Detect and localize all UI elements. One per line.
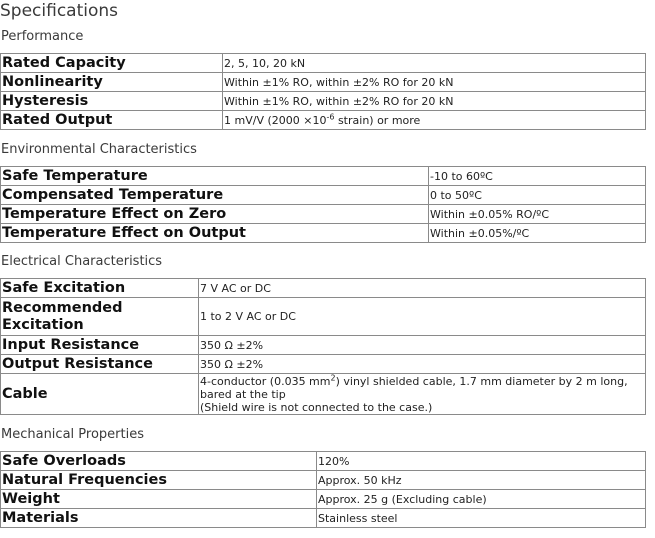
spec-label: Natural Frequencies [1, 471, 317, 490]
spec-label: Safe Temperature [1, 167, 429, 186]
table-row [1, 186, 646, 205]
section-heading-mechanical: Mechanical Properties [1, 427, 144, 442]
spec-value: Within ±1% RO, within ±2% RO for 20 kN [223, 92, 646, 111]
spec-label: Nonlinearity [1, 73, 223, 92]
spec-label: Rated Capacity [1, 54, 223, 73]
spec-value: Within ±0.05%/ºC [429, 224, 646, 243]
spec-value: 350 Ω ±2% [199, 336, 646, 355]
spec-label: Safe Excitation [1, 279, 199, 298]
spec-value: 4-conductor (0.035 $mm^2$) vinyl shielded cable, 1.7 mm diameter by 2 m long, bared at the tip (Shield wire is not connected to the case.) [199, 374, 646, 415]
performance-table [0, 53, 646, 130]
spec-value: 2, 5, 10, 20 kN [223, 54, 646, 73]
spec-value: 0 to 50ºC [429, 186, 646, 205]
mechanical-table [0, 451, 646, 528]
spec-label: Hysteresis [1, 92, 223, 111]
section-heading-performance: Performance [1, 29, 84, 44]
table-row [1, 298, 646, 336]
section-heading-electrical: Electrical Characteristics [1, 254, 163, 269]
table-row [1, 54, 646, 73]
table-row [1, 490, 646, 509]
spec-value: 7 V AC or DC [199, 279, 646, 298]
spec-label: Compensated Temperature [1, 186, 429, 205]
table-row [1, 73, 646, 92]
spec-value: 1 mV/V ($2000 \times 10^{-6}$ strain) or more [223, 111, 646, 130]
table-row [1, 374, 646, 415]
table-row [1, 509, 646, 528]
electrical-table [0, 278, 646, 415]
spec-value: -10 to 60ºC [429, 167, 646, 186]
table-row [1, 336, 646, 355]
spec-value: Stainless steel [317, 509, 646, 528]
table-row [1, 167, 646, 186]
spec-label: Input Resistance [1, 336, 199, 355]
spec-value: 350 Ω ±2% [199, 355, 646, 374]
table-row [1, 205, 646, 224]
spec-label: Rated Output [1, 111, 223, 130]
spec-label: Safe Overloads [1, 452, 317, 471]
spec-label: Temperature Effect on Output [1, 224, 429, 243]
spec-value: Within ±1% RO, within ±2% RO for 20 kN [223, 73, 646, 92]
spec-label: Recommended Excitation [1, 298, 199, 336]
section-heading-environmental: Environmental Characteristics [1, 142, 197, 157]
spec-value: Approx. 50 kHz [317, 471, 646, 490]
page-title: Specifications [0, 1, 119, 21]
table-row [1, 355, 646, 374]
spec-label: Cable [1, 374, 199, 415]
table-row [1, 452, 646, 471]
spec-value: Within ±0.05% RO/ºC [429, 205, 646, 224]
table-row [1, 111, 646, 130]
table-row [1, 471, 646, 490]
spec-label: Temperature Effect on Zero [1, 205, 429, 224]
spec-value: Approx. 25 g (Excluding cable) [317, 490, 646, 509]
spec-label: Weight [1, 490, 317, 509]
spec-label: Output Resistance [1, 355, 199, 374]
table-row [1, 224, 646, 243]
table-row [1, 279, 646, 298]
table-row [1, 92, 646, 111]
environmental-table [0, 166, 646, 243]
spec-value: 1 to 2 V AC or DC [199, 298, 646, 336]
spec-value: 120% [317, 452, 646, 471]
spec-label: Materials [1, 509, 317, 528]
